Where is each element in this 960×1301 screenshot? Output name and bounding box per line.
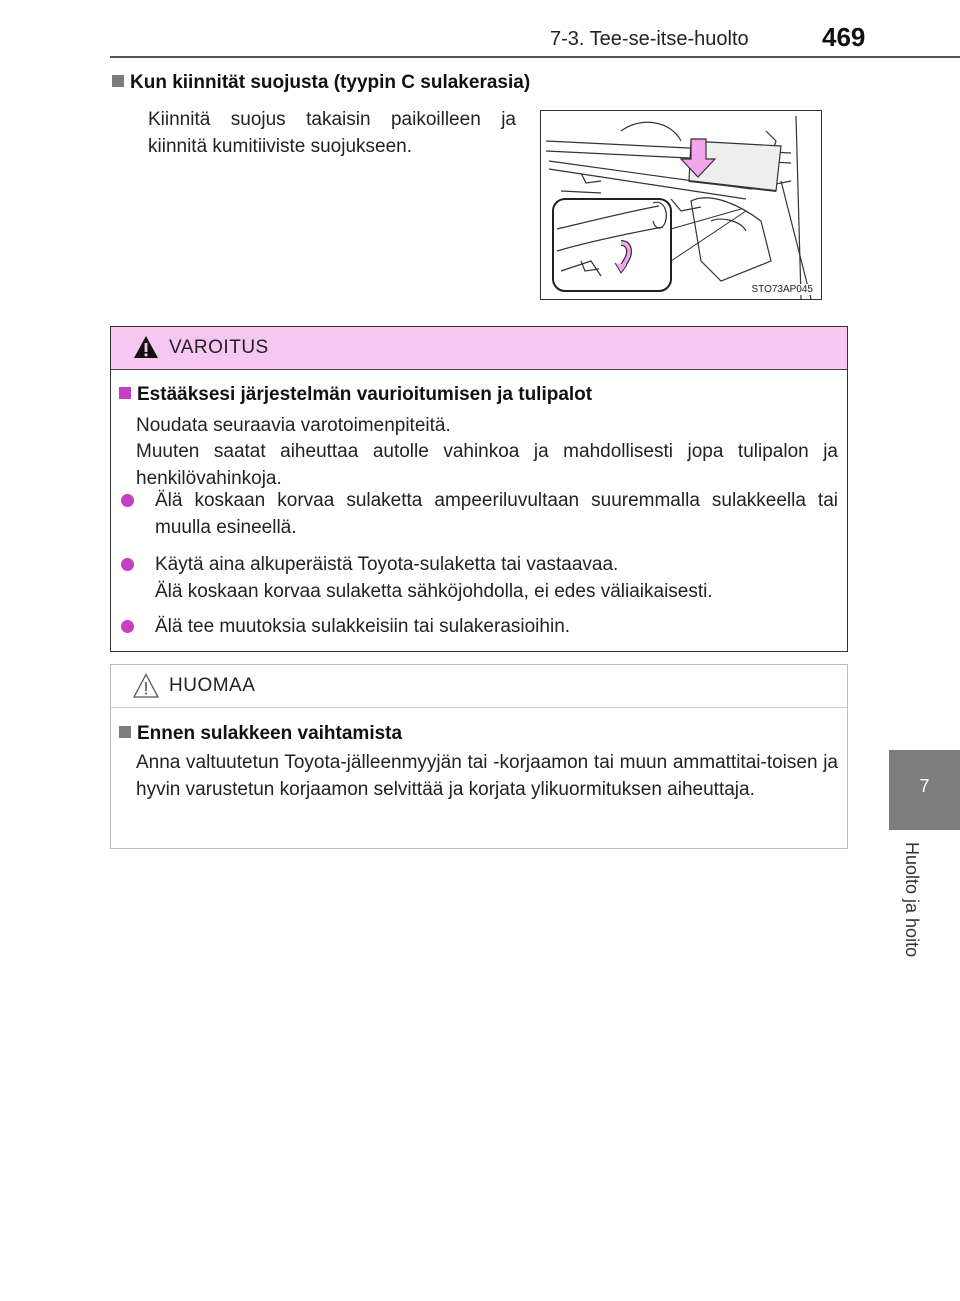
warning-bullet-text: Käytä aina alkuperäistä Toyota-sulaketta tai vastaavaa.: [155, 554, 619, 575]
warning-line: Noudata seuraavia varotoimenpiteitä.: [136, 415, 451, 436]
warning-bullet-text: Älä koskaan korvaa sulaketta sähköjohdolla, ei edes väliaikaisesti.: [155, 580, 713, 602]
notice-subheading-text: Ennen sulakkeen vaihtamista: [137, 723, 403, 744]
warning-bullet-text: Älä tee muutoksia sulakkeisiin tai sulakerasioihin.: [155, 616, 571, 637]
caution-triangle-icon: [133, 673, 159, 699]
square-bullet-icon: [112, 75, 124, 87]
warning-paragraph: Muuten saatat aiheuttaa autolle vahinkoa ja mahdollisesti jopa tulipalon ja henkilövahinkoja.: [136, 441, 838, 489]
warning-subheading: [119, 384, 592, 406]
bullet-dot-icon: [121, 558, 134, 571]
section-title: 7-3. Tee-se-itse-huolto: [550, 28, 749, 50]
warning-bullet-text: Älä koskaan korvaa sulaketta ampeeriluvultaan suuremmalla sulakkeella tai muulla esineellä.: [155, 490, 838, 538]
fuse-box-cover-illustration: [540, 110, 822, 300]
topic-text: Kiinnitä suojus takaisin paikoilleen ja kiinnitä kumitiiviste suojukseen.: [148, 109, 516, 157]
chapter-title: Huolto ja hoito: [902, 842, 922, 958]
warning-bullet: [121, 552, 838, 605]
figure-code: STO73AP045: [751, 284, 813, 295]
header-rule: [110, 56, 960, 58]
chapter-number: 7: [919, 776, 930, 796]
warning-bullet: [121, 488, 838, 541]
warning-header: [111, 327, 847, 370]
warning-triangle-icon: [133, 335, 159, 359]
page-number: 469: [822, 22, 866, 52]
square-bullet-icon: [119, 387, 131, 399]
notice-subheading: [119, 723, 402, 745]
topic-heading-text: Kun kiinnität suojusta (tyypin C sulakerasia): [130, 72, 531, 93]
notice-header: [111, 665, 847, 708]
notice-box: [110, 664, 848, 849]
warning-box: [110, 326, 848, 652]
notice-title: HUOMAA: [169, 675, 256, 696]
warning-title: VAROITUS: [169, 337, 269, 358]
bullet-dot-icon: [121, 494, 134, 507]
chapter-tab: [889, 750, 960, 830]
notice-paragraph: Anna valtuutetun Toyota-jälleenmyyjän tai -korjaamon tai muun ammattitai-toisen ja hyvin varustetun korjaamon selvittää ja korjata ylikuormituksen aiheuttaja.: [136, 752, 838, 800]
page-header: [0, 0, 960, 60]
warning-subheading-text: Estääksesi järjestelmän vaurioitumisen ja tulipalot: [137, 384, 593, 405]
square-bullet-icon: [119, 726, 131, 738]
engine-compartment-drawing: [541, 111, 821, 299]
bullet-dot-icon: [121, 620, 134, 633]
warning-bullet: [121, 614, 838, 641]
topic-heading: [112, 72, 530, 94]
